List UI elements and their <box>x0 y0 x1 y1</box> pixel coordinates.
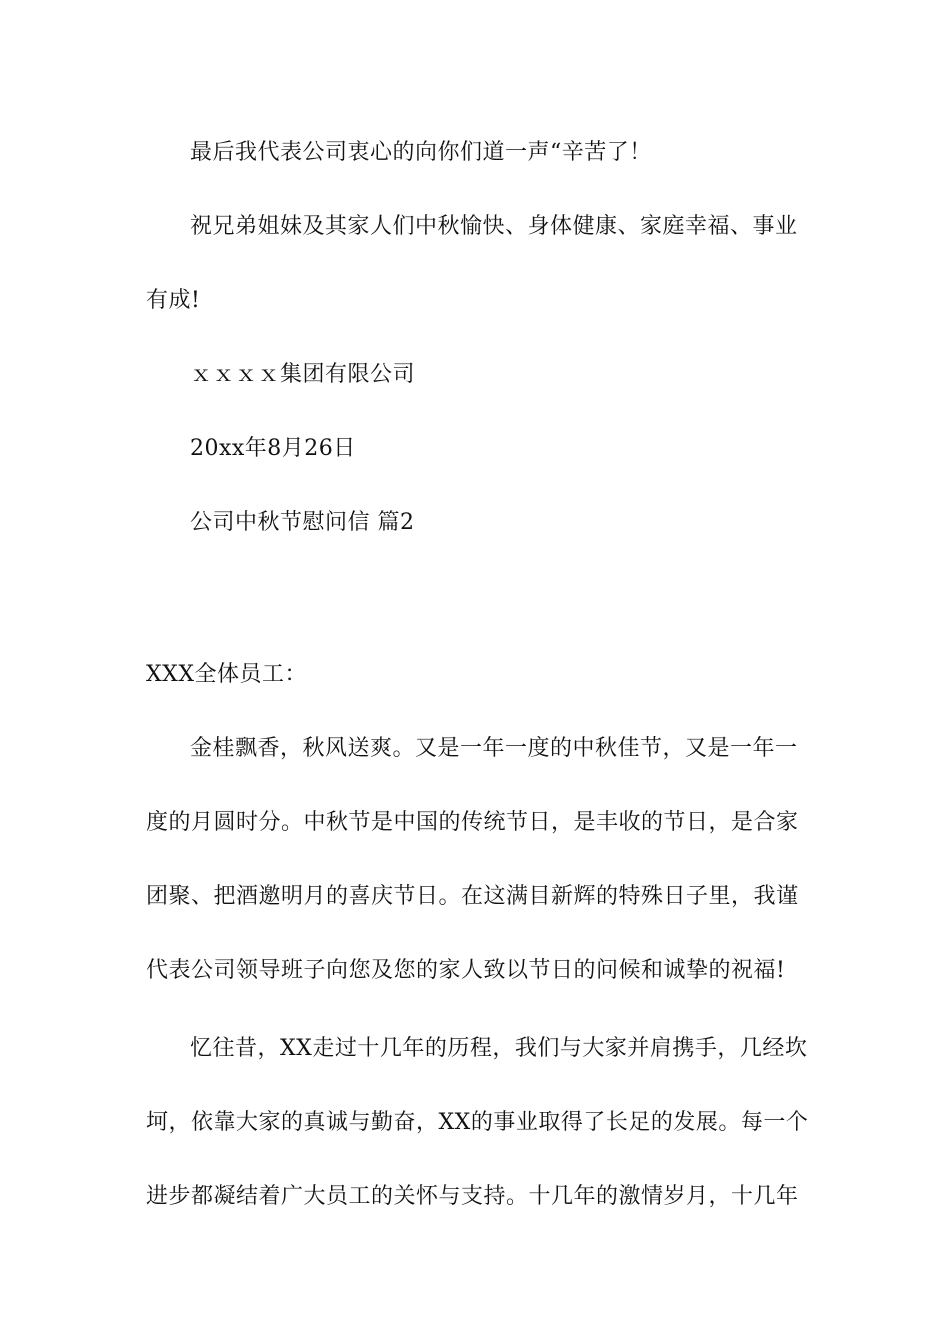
paragraph-2-line-1: 忆往昔，XX走过十几年的历程，我们与大家并肩携手，几经坎 <box>190 1036 808 1061</box>
paragraph-1-line-4: 代表公司领导班子向您及您的家人致以节日的问候和诚挚的祝福! <box>146 958 786 983</box>
paragraph-2-line-3: 进步都凝结着广大员工的关怀与支持。十几年的激情岁月，十几年 <box>146 1184 799 1209</box>
company-signature: ｘｘｘｘ集团有限公司 <box>190 362 416 387</box>
letter-date: 20xx年8月26日 <box>190 436 356 461</box>
paragraph-1-line-2: 度的月圆时分。中秋节是中国的传统节日，是丰收的节日，是合家 <box>146 810 799 835</box>
salutation: XXX全体员工： <box>146 662 307 687</box>
paragraph-1-line-1: 金桂飘香，秋风送爽。又是一年一度的中秋佳节，又是一年一 <box>190 736 798 761</box>
paragraph-1-line-3: 团聚、把酒邀明月的喜庆节日。在这满目新辉的特殊日子里，我谨 <box>146 884 799 909</box>
paragraph-2-line-2: 坷，依靠大家的真诚与勤奋，XX的事业取得了长足的发展。每一个 <box>146 1110 809 1135</box>
section-title: 公司中秋节慰问信 篇2 <box>190 510 415 535</box>
closing-thanks-line: 最后我代表公司衷心的向你们道一声“辛苦了！ <box>190 140 652 165</box>
wishes-line-2: 有成! <box>146 288 201 313</box>
wishes-line-1: 祝兄弟姐妹及其家人们中秋愉快、身体健康、家庭幸福、事业 <box>190 214 798 239</box>
